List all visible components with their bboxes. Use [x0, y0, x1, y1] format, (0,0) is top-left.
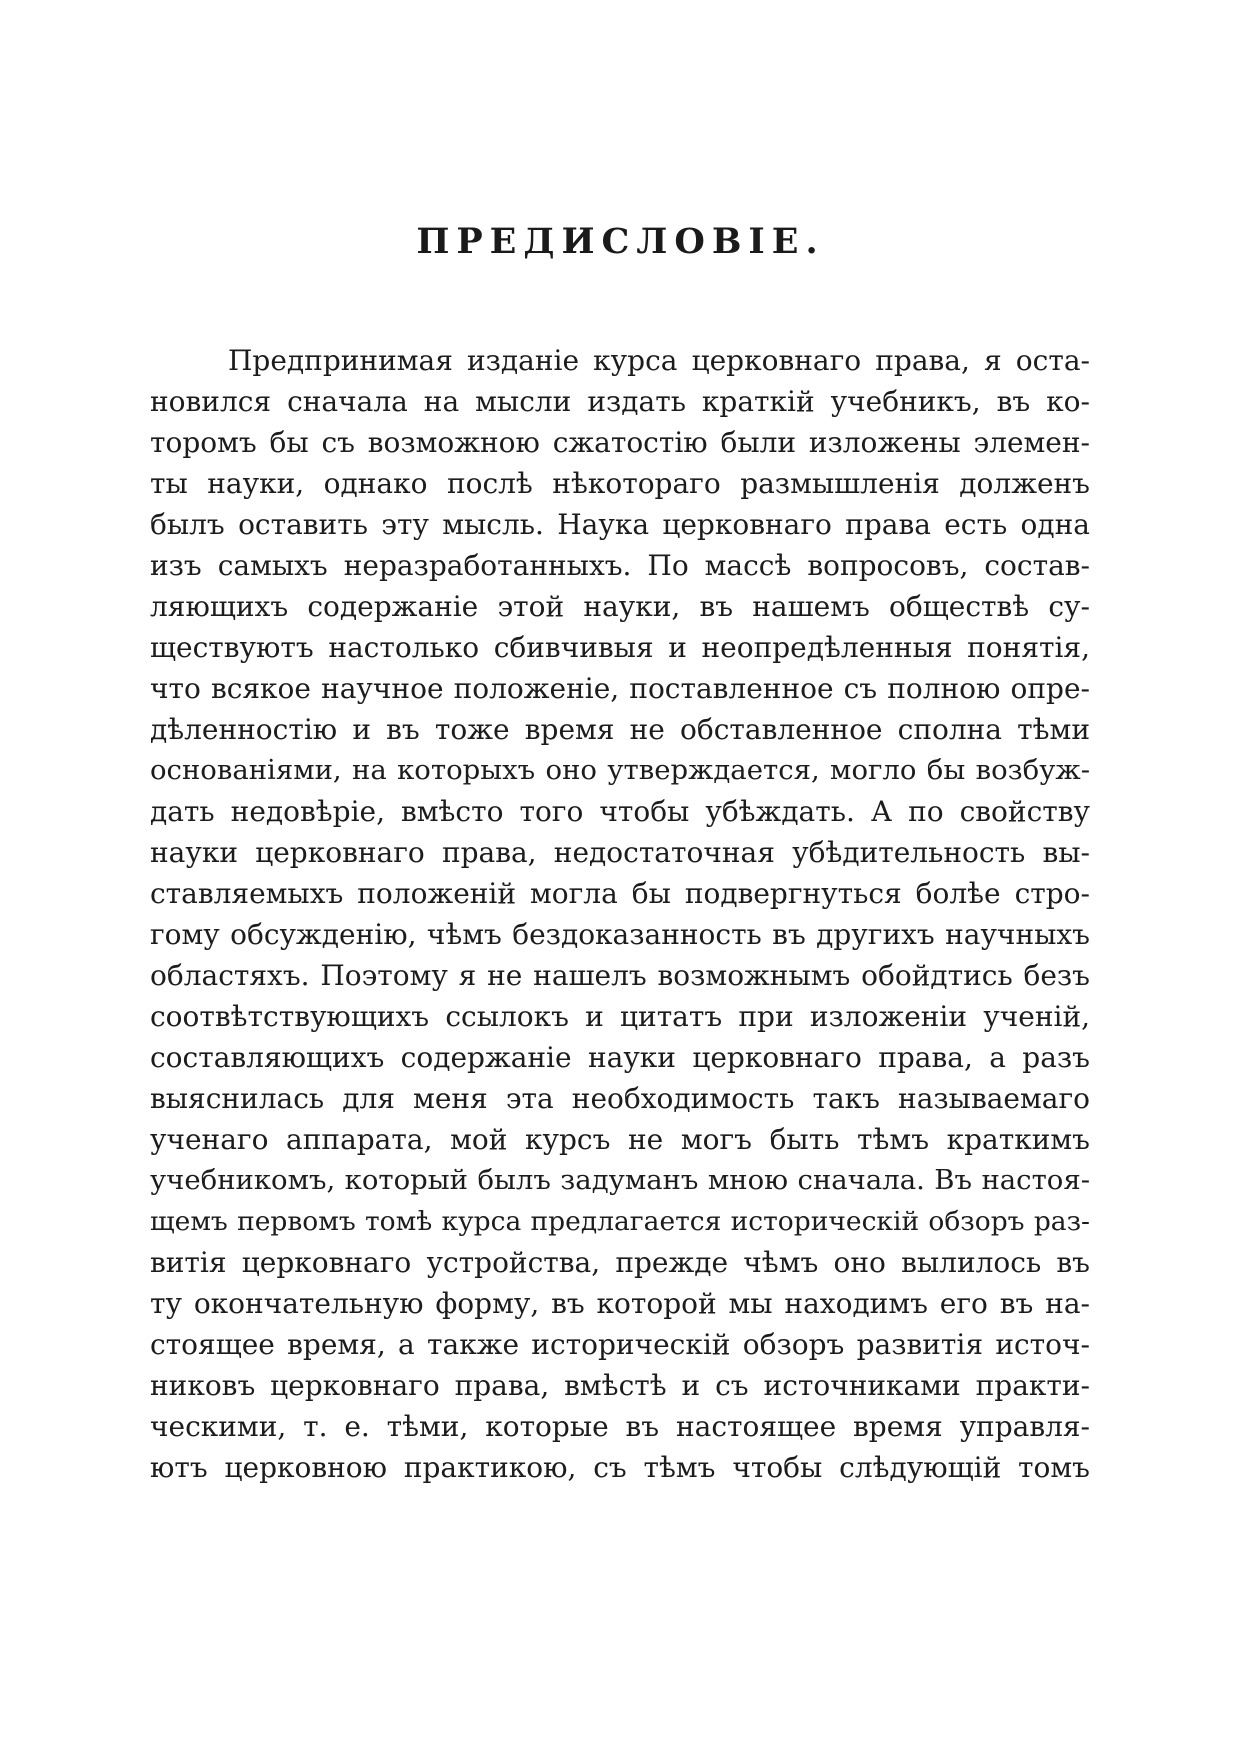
text-line: Предпринимая изданіе курса церковнаго права, я оста- [228, 344, 1090, 377]
text-line: ляющихъ содержаніе этой науки, въ нашемъ обществѣ су- [150, 590, 1090, 623]
text-line: областяхъ. Поэтому я не нашелъ возможнымъ обойдтись безъ [150, 959, 1090, 992]
text-line: ютъ церковною практикою, съ тѣмъ чтобы слѣдующій томъ [150, 1451, 1090, 1484]
text-line: составляющихъ содержаніе науки церковнаго права, а разъ [150, 1041, 1090, 1074]
text-line: гому обсужденію, чѣмъ бездоказанность въ другихъ научныхъ [150, 918, 1090, 951]
text-line: былъ оставить эту мысль. Наука церковнаго права есть одна [150, 508, 1090, 541]
text-line: соотвѣтствующихъ ссылокъ и цитатъ при изложеніи ученій, [150, 1000, 1090, 1033]
text-line: ты науки, однако послѣ нѣкотораго размышленія долженъ [150, 467, 1090, 500]
text-line: основаніями, на которыхъ оно утверждается, могло бы возбуж- [150, 754, 1090, 786]
text-line: науки церковнаго права, недостаточная убѣдительность вы- [150, 836, 1090, 869]
text-line: стоящее время, а также историческій обзоръ развитія источ- [150, 1328, 1090, 1361]
text-line: ческими, т. е. тѣми, которые въ настоящее время управля- [150, 1410, 1090, 1443]
page-title: ПРЕДИСЛОВІЕ. [416, 221, 825, 262]
text-line: дѣленностію и въ тоже время не обставленное сполна тѣми [150, 713, 1090, 746]
text-line: щемъ первомъ томѣ курса предлагается историческій обзоръ раз- [150, 1206, 1090, 1237]
text-line: учебникомъ, который былъ задуманъ мною сначала. Въ настоя- [150, 1164, 1090, 1196]
text-line: ту окончательную форму, въ которой мы находимъ его въ на- [150, 1287, 1090, 1320]
text-line: изъ самыхъ неразработанныхъ. По массѣ вопросовъ, состав- [150, 549, 1090, 582]
text-line: выяснилась для меня эта необходимость такъ называемаго [150, 1082, 1090, 1115]
text-line: никовъ церковнаго права, вмѣстѣ и съ источниками практи- [150, 1369, 1090, 1402]
text-line: дать недовѣріе, вмѣсто того чтобы убѣждать. А по свойству [150, 795, 1090, 828]
text-line: ученаго аппарата, мой курсъ не могъ быть тѣмъ краткимъ [150, 1123, 1090, 1156]
text-line: новился сначала на мысли издать краткій учебникъ, въ ко- [150, 385, 1090, 418]
text-line: витія церковнаго устройства, прежде чѣмъ оно вылилось въ [150, 1246, 1090, 1279]
text-line: что всякое научное положеніе, поставленное съ полною опре- [150, 672, 1090, 705]
text-line: ставляемыхъ положеній могла бы подвергнуться болѣе стро- [150, 877, 1090, 910]
text-line: ществуютъ настолько сбивчивыя и неопредѣленныя понятія, [150, 631, 1090, 664]
text-line: торомъ бы съ возможною сжатостію были изложены элемен- [150, 426, 1090, 459]
preface-paragraph [150, 340, 1090, 1488]
